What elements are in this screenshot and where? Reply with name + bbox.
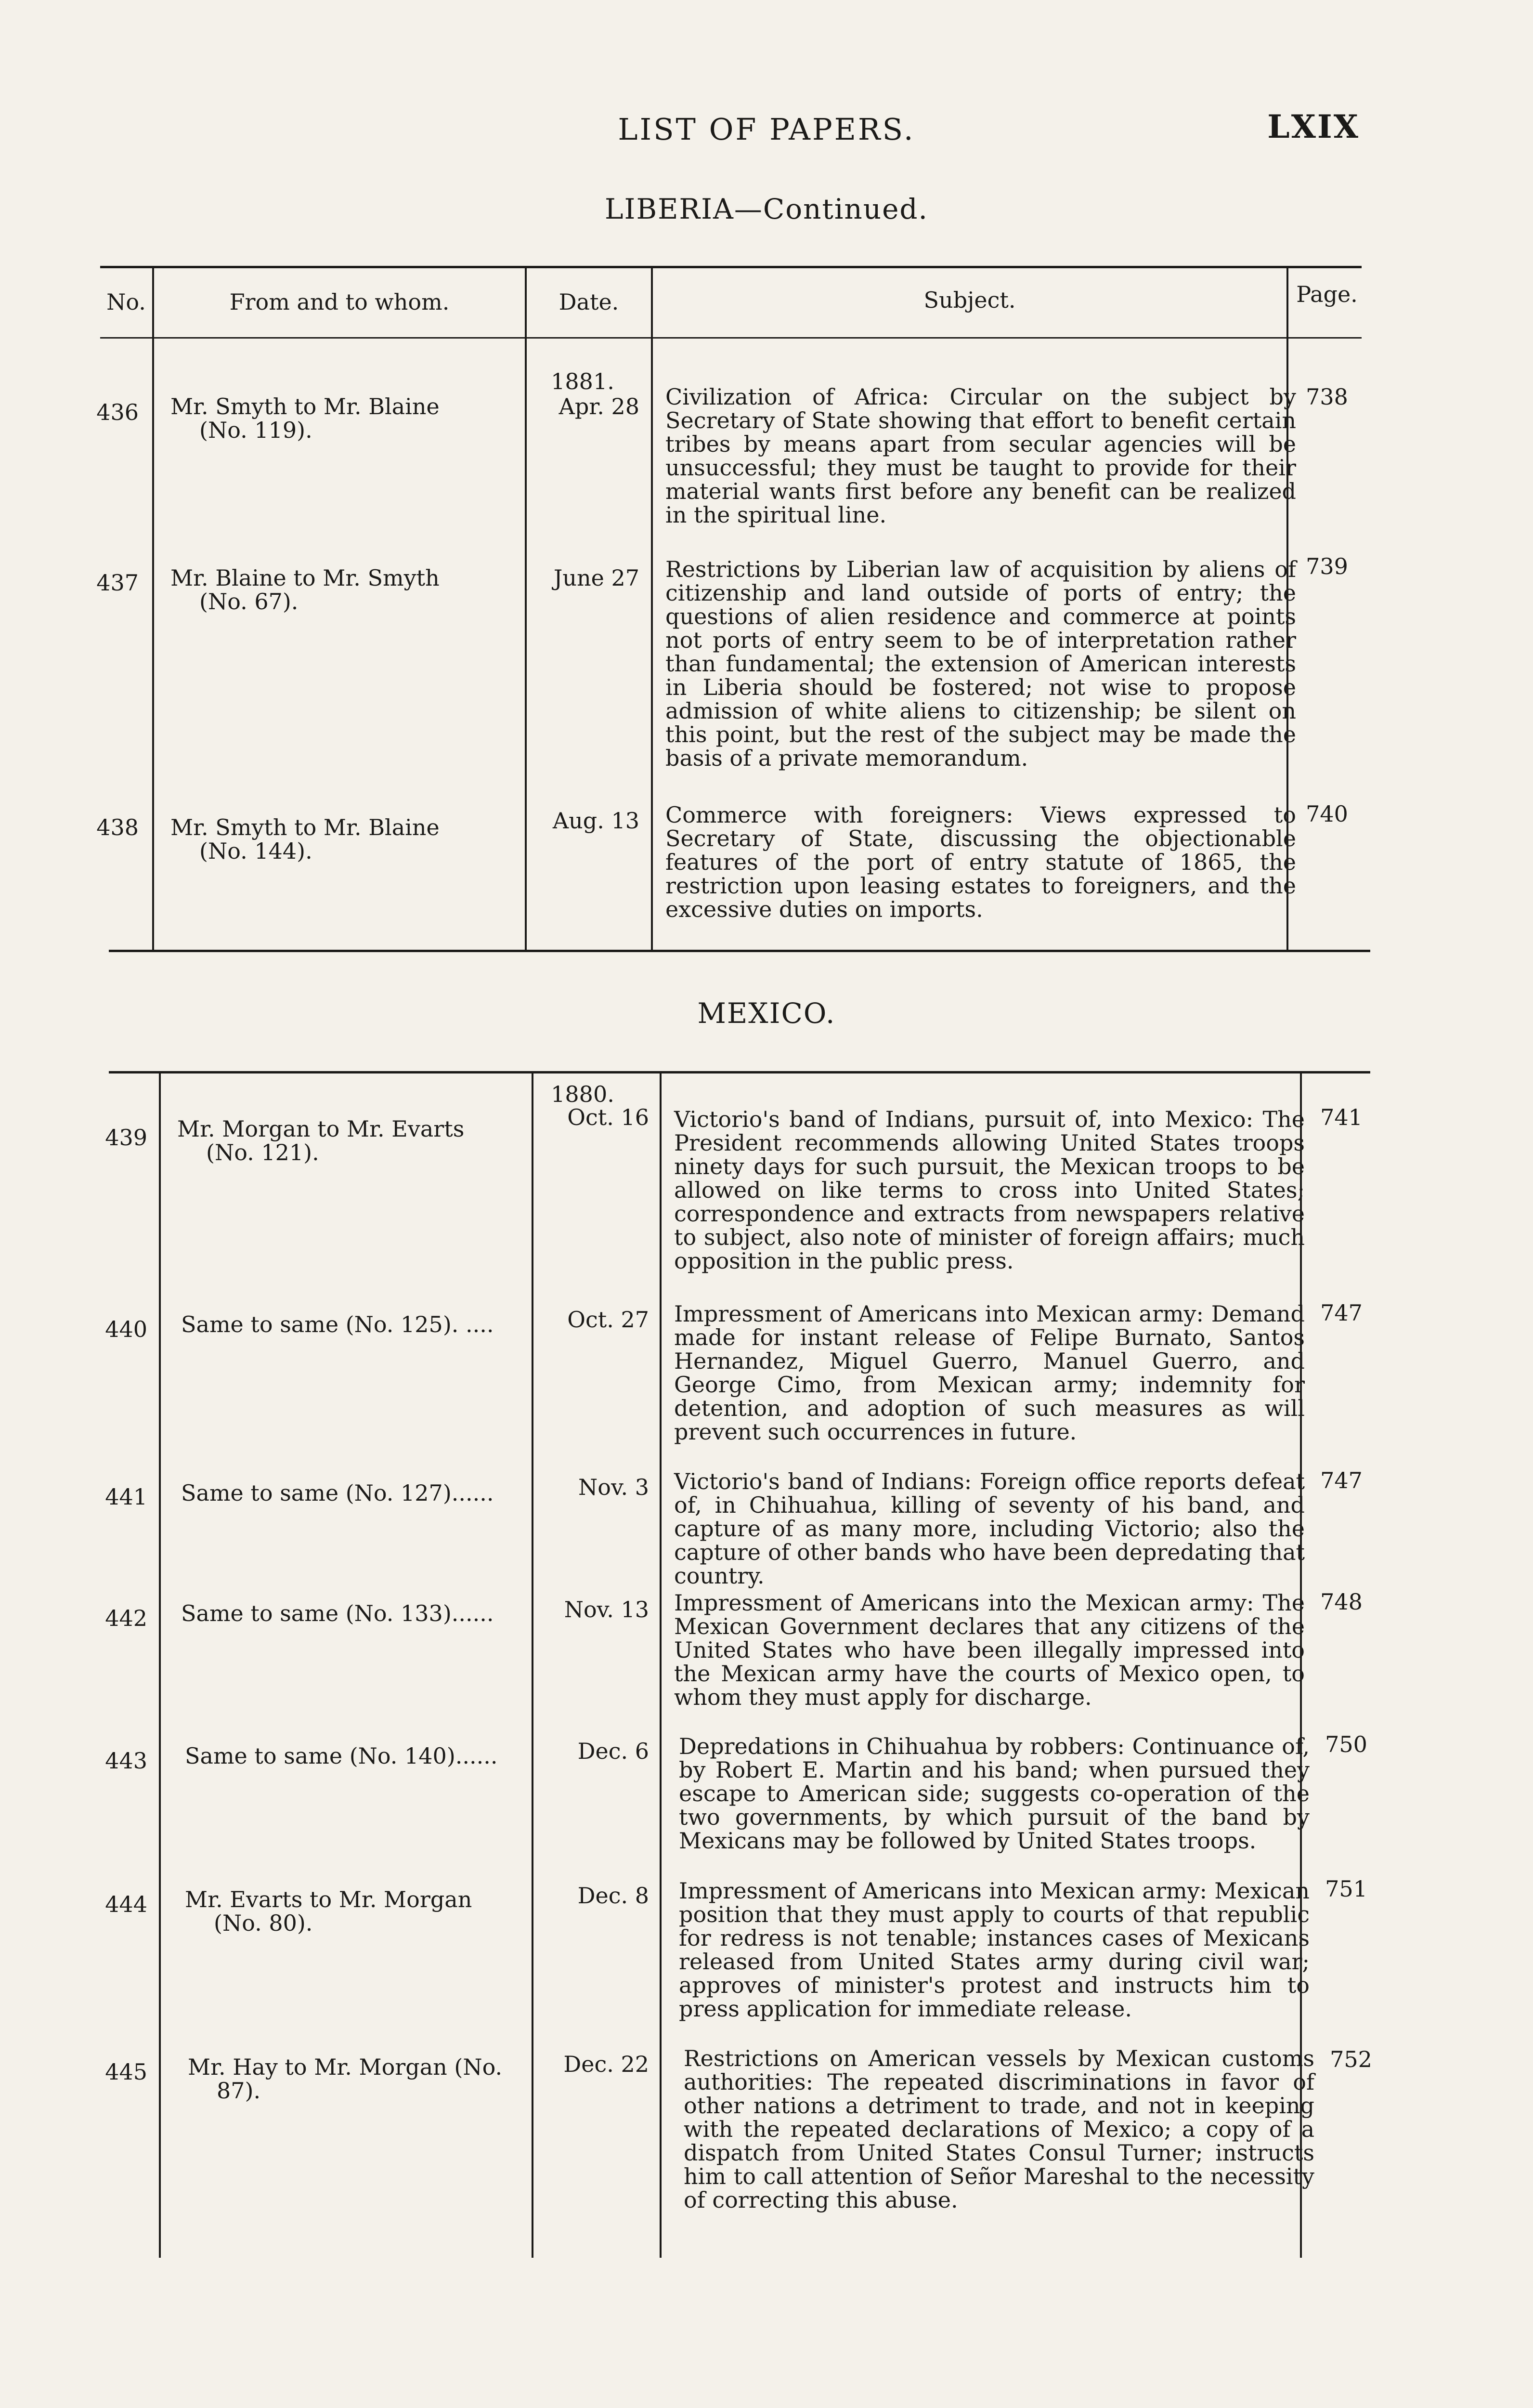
column-header-subject: Subject. xyxy=(923,287,1016,313)
correspondents-line: Mr. Morgan to Mr. Evarts xyxy=(177,1116,465,1142)
correspondents xyxy=(170,395,536,442)
page-number: 751 xyxy=(1325,1876,1367,1902)
correspondents-line: Mr. Hay to Mr. Morgan (No. xyxy=(188,2054,503,2080)
document-number: 437 xyxy=(96,570,139,596)
document-number: 436 xyxy=(96,399,139,425)
date: Nov. 13 xyxy=(564,1597,649,1623)
subject: Restrictions by Liberian law of acquisition by aliens of citizenship and land outside of ports of entry; the questions of alien residence and commerce at points not ports of entry seem to be of interpretation rather than fundamental; the extension of American interests in Liberia should be fostered; not wise to propose admission of white aliens to citizenship; be silent on this point, but the rest of the subject may be made the basis of a private memorandum. xyxy=(665,556,1296,771)
table-bottom-rule xyxy=(109,950,1370,952)
page-number: 739 xyxy=(1306,553,1348,579)
correspondents xyxy=(170,816,536,863)
page-number: 747 xyxy=(1320,1300,1363,1326)
correspondents-line: (No. 144). xyxy=(199,838,312,864)
section-title-liberia: LIBERIA—Continued. xyxy=(605,193,928,225)
date: Nov. 3 xyxy=(578,1474,649,1500)
document-number: 442 xyxy=(105,1605,147,1631)
date: Aug. 13 xyxy=(552,808,639,834)
column-divider xyxy=(152,268,154,950)
subject: Restrictions on American vessels by Mexican customs authorities: The repeated discriminations in favor of other nations a detriment to trade, and not in keeping with the repeated declarations of Mexico; a copy of a dispatch from United States Consul Turner; instructs him to call attention of Señor Mareshal to the necessity of correcting this abuse. xyxy=(684,2045,1314,2213)
column-header-from: From and to whom. xyxy=(229,289,450,315)
subject: Victorio's band of Indians, pursuit of, into Mexico: The President recommends allowing United States troops ninety days for such pursuit, the Mexican troops to be allowed on like terms to cross into United States; correspondence and extracts from newspapers relative to subject, also note of minister of foreign affairs; much opposition in the public press. xyxy=(674,1106,1305,1274)
correspondents xyxy=(185,1744,551,1768)
document-number: 441 xyxy=(105,1484,147,1510)
subject: Depredations in Chihuahua by robbers: Continuance of, by Robert E. Martin and his band; when pursued they escape to American side; suggests co-operation of the two governments, by which pursuit of the band by Mexicans may be followed by United States troops. xyxy=(679,1733,1310,1854)
column-divider xyxy=(651,268,653,950)
correspondents xyxy=(177,1117,543,1165)
correspondents-line: Mr. Evarts to Mr. Morgan xyxy=(185,1886,472,1912)
page-number: 741 xyxy=(1320,1104,1363,1130)
correspondents-line: (No. 119). xyxy=(199,417,312,443)
date: Apr. 28 xyxy=(559,393,639,419)
correspondents xyxy=(181,1313,547,1336)
document-number: 444 xyxy=(105,1891,147,1917)
subject: Civilization of Africa: Circular on the subject by Secretary of State showing that effort to benefit certain tribes by means apart from secular agencies will be unsuccessful; they must be taught to provide for their material wants first before any benefit can be realized in the spiritual line. xyxy=(665,384,1296,528)
correspondents-line: Same to same (No. 133)...... xyxy=(181,1600,494,1626)
page-number: 738 xyxy=(1306,384,1348,410)
date: Dec. 6 xyxy=(577,1738,649,1764)
correspondents xyxy=(181,1481,547,1505)
page-number: 752 xyxy=(1330,2046,1372,2072)
correspondents-line: Same to same (No. 127)...... xyxy=(181,1480,494,1506)
document-number: 445 xyxy=(105,2059,147,2085)
year-label: 1881. xyxy=(551,368,614,394)
document-number: 439 xyxy=(105,1125,147,1151)
running-header-title: LIST OF PAPERS. xyxy=(618,112,915,147)
date: June 27 xyxy=(553,565,639,591)
correspondents xyxy=(170,566,536,614)
date: Oct. 27 xyxy=(567,1307,649,1333)
document-number: 438 xyxy=(96,814,139,840)
subject: Impressment of Americans into Mexican army: Mexican position that they must apply to courts of that republic for redress is not tenable; instances cases of Mexicans released from United States army during civil war; approves of minister's protest and instructs him to press application for immediate release. xyxy=(679,1878,1310,2022)
correspondents-line: (No. 80). xyxy=(214,1910,313,1936)
correspondents xyxy=(188,2055,554,2103)
correspondents-line: Mr. Smyth to Mr. Blaine xyxy=(170,393,440,419)
page-numeral: LXIX xyxy=(1267,108,1360,145)
document-number: 443 xyxy=(105,1748,147,1774)
correspondents-line: (No. 121). xyxy=(206,1139,319,1165)
page-number: 747 xyxy=(1320,1467,1363,1493)
table-top-rule xyxy=(100,266,1362,268)
page-number: 750 xyxy=(1325,1731,1367,1757)
subject: Impressment of Americans into the Mexican army: The Mexican Government declares that any citizens of the United States who have been illegally impressed into the Mexican army have the courts of Mexico open, to whom they must apply for discharge. xyxy=(674,1590,1305,1710)
header-bottom-rule xyxy=(100,337,1362,339)
subject: Impressment of Americans into Mexican army: Demand made for instant release of Felipe Burnato, Santos Hernandez, Miguel Guerro, Manuel Guerro, and George Cimo, from Mexican army; indemnity for detention, and adoption of such measures as will prevent such occurrences in future. xyxy=(674,1301,1305,1445)
correspondents-line: (No. 67). xyxy=(199,589,299,615)
document-number: 440 xyxy=(105,1316,147,1342)
column-divider xyxy=(660,1073,662,2258)
section-title-mexico: MEXICO. xyxy=(697,997,836,1030)
correspondents-line: Same to same (No. 140)...... xyxy=(185,1743,498,1769)
column-header-no: No. xyxy=(106,289,146,315)
correspondents-line: Mr. Blaine to Mr. Smyth xyxy=(170,565,440,591)
correspondents-line: Same to same (No. 125). .... xyxy=(181,1311,494,1337)
page-number: 748 xyxy=(1320,1589,1363,1615)
subject: Victorio's band of Indians: Foreign office reports defeat of, in Chihuahua, killing of seventy of his band, and capture of as many more, including Victorio; also the capture of other bands who have been depredating that country. xyxy=(674,1468,1305,1589)
table-top-rule xyxy=(109,1071,1370,1073)
correspondents xyxy=(181,1602,547,1625)
correspondents-line: Mr. Smyth to Mr. Blaine xyxy=(170,814,440,840)
column-divider xyxy=(159,1073,161,2258)
date: Dec. 22 xyxy=(563,2051,649,2077)
correspondents-line: 87). xyxy=(217,2078,261,2104)
date: Oct. 16 xyxy=(567,1104,649,1130)
subject: Commerce with foreigners: Views expressed to Secretary of State, discussing the objectionable features of the port of entry statute of 1865, the restriction upon leasing estates to foreigners, and the excessive duties on imports. xyxy=(665,802,1296,922)
correspondents xyxy=(185,1888,551,1935)
page-number: 740 xyxy=(1306,801,1348,827)
column-header-page: Page. xyxy=(1296,281,1358,307)
date: Dec. 8 xyxy=(577,1883,649,1909)
column-header-date: Date. xyxy=(559,289,619,315)
year-label: 1880. xyxy=(551,1081,614,1107)
